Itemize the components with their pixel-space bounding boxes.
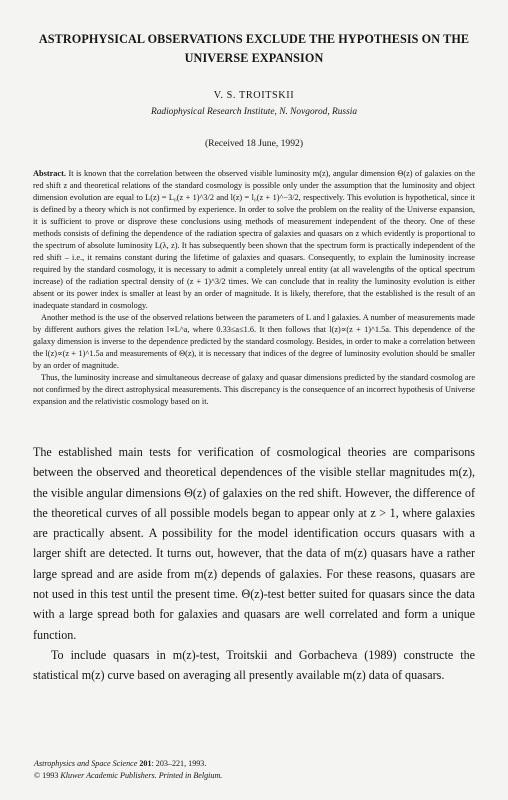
author-name: V. S. TROITSKII: [213, 90, 295, 101]
author-affiliation: Radiophysical Research Institute, N. Novgorod, Russia: [150, 107, 358, 117]
abstract-label: Abstract.: [33, 169, 66, 178]
journal-volume: 201: [139, 759, 152, 768]
journal-pages: : 203–221, 1993.: [151, 759, 207, 768]
journal-name: Astrophysics and Space Science: [34, 759, 138, 768]
body-paragraph: To include quasars in m(z)-test, Troitskii and Gorbacheva (1989) constructe the statistical m(z) curve based on averaging all presently available m(z) data of quasars.: [33, 647, 475, 683]
copyright-prefix: © 1993: [34, 771, 61, 780]
abstract-paragraph: [33, 168, 475, 312]
paper-title: ASTROPHYSICAL OBSERVATIONS EXCLUDE THE HYPOTHESIS ON THE UNIVERSE EXPANSION: [38, 32, 470, 65]
body-paragraph: The established main tests for verification of cosmological theories are comparisons between the observed and theoretical dependences of the visible stellar magnitudes m(z), the visible angular dimensions Θ(z) of galaxies on the red shift. However, the difference of the theoretical curves of all possible models began to appear only at z > 1, where galaxies are practically absent. A possibility for the model identification occurs quasars with a larger shift are detected. It turns out, however, that the data of m(z) quasars have a rather large spread and are aside from m(z) depends of galaxies. For these reasons, quasars are not used in this test until the present time. Θ(z)-test better suited for quasars since the data with a large spread both for galaxies and quasars are well correlated and form a unique function.: [33, 445, 475, 642]
journal-citation: [34, 758, 222, 770]
copyright-line: [34, 770, 222, 782]
abstract-section: [33, 168, 475, 408]
abstract-paragraph: Thus, the luminosity increase and simultaneous decrease of galaxy and quasar dimensions predicted by the standard cosmolog are not confirmed by the direct astrophysical measurements. This discrepancy is the consequence of an incorrect hypothesis of Universe expansion and the relativistic cosmology based on it.: [33, 373, 475, 406]
page-footer: [34, 758, 222, 782]
received-date: (Received 18 June, 1992): [204, 138, 304, 149]
abstract-text: It is known that the correlation between the observed visible luminosity m(z), angular dimension Θ(z) of galaxies on the red shift z and theoretical relations of the standard cosmology is possible only under the assumption that the luminosity and object dimension evolution are equal to L(z) = L₀(z + 1)^3/2 and l(z) = l₀(z + 1)^−3/2, respectively. This evolution is hypothetical, since it is defined by a theory which is not confirmed by experience. In order to solve the problem on the reality of the Universe expansion, it is sufficient to prove or disprove these conclusions using methods of measurement independent of the theory. One of these methods consists of defining the dependence of the radiation spectra of galaxies and quasars on z which evidently is proportional to the spectrum of absolute luminosity L(λ, z). It has subsequently been shown that the spectrum form is practically independent of the red shift – i.e., it remains constant during the lifetime of galaxies and quasars. Consequently, to explain the luminosity increase required by the standard cosmology, it is necessary to admit a completely unreal entity (at all wavelengths of the optical spectrum increase) of the radiation spectral density of (z + 1)^3/2 times. We can conclude that in reality the luminosity evolution is either absent or its power index is smaller at least by an order of magnitude. It is likely, therefore, that the established is the result of an inadequate standard in cosmology.: [33, 169, 476, 310]
abstract-paragraph: Another method is the use of the observed relations between the parameters of L and l galaxies. A number of measurements made by different authors gives the relation l∝L^a, where 0.33≤a≤1.6. It then follows that l(z)∝(z + 1)^1.5a. This dependence of the galaxy dimension is inverse to the dependence predicted by the standard cosmology. Besides, in order to make a correlation between the l(z)∝(z + 1)^1.5a and measurements of Θ(z), it is necessary that indices of the degree of luminosity evolution should be smaller by an order of magnitude.: [33, 313, 475, 370]
publisher: Kluwer Academic Publishers. Printed in Belgium.: [60, 771, 223, 780]
main-text: [33, 442, 475, 686]
